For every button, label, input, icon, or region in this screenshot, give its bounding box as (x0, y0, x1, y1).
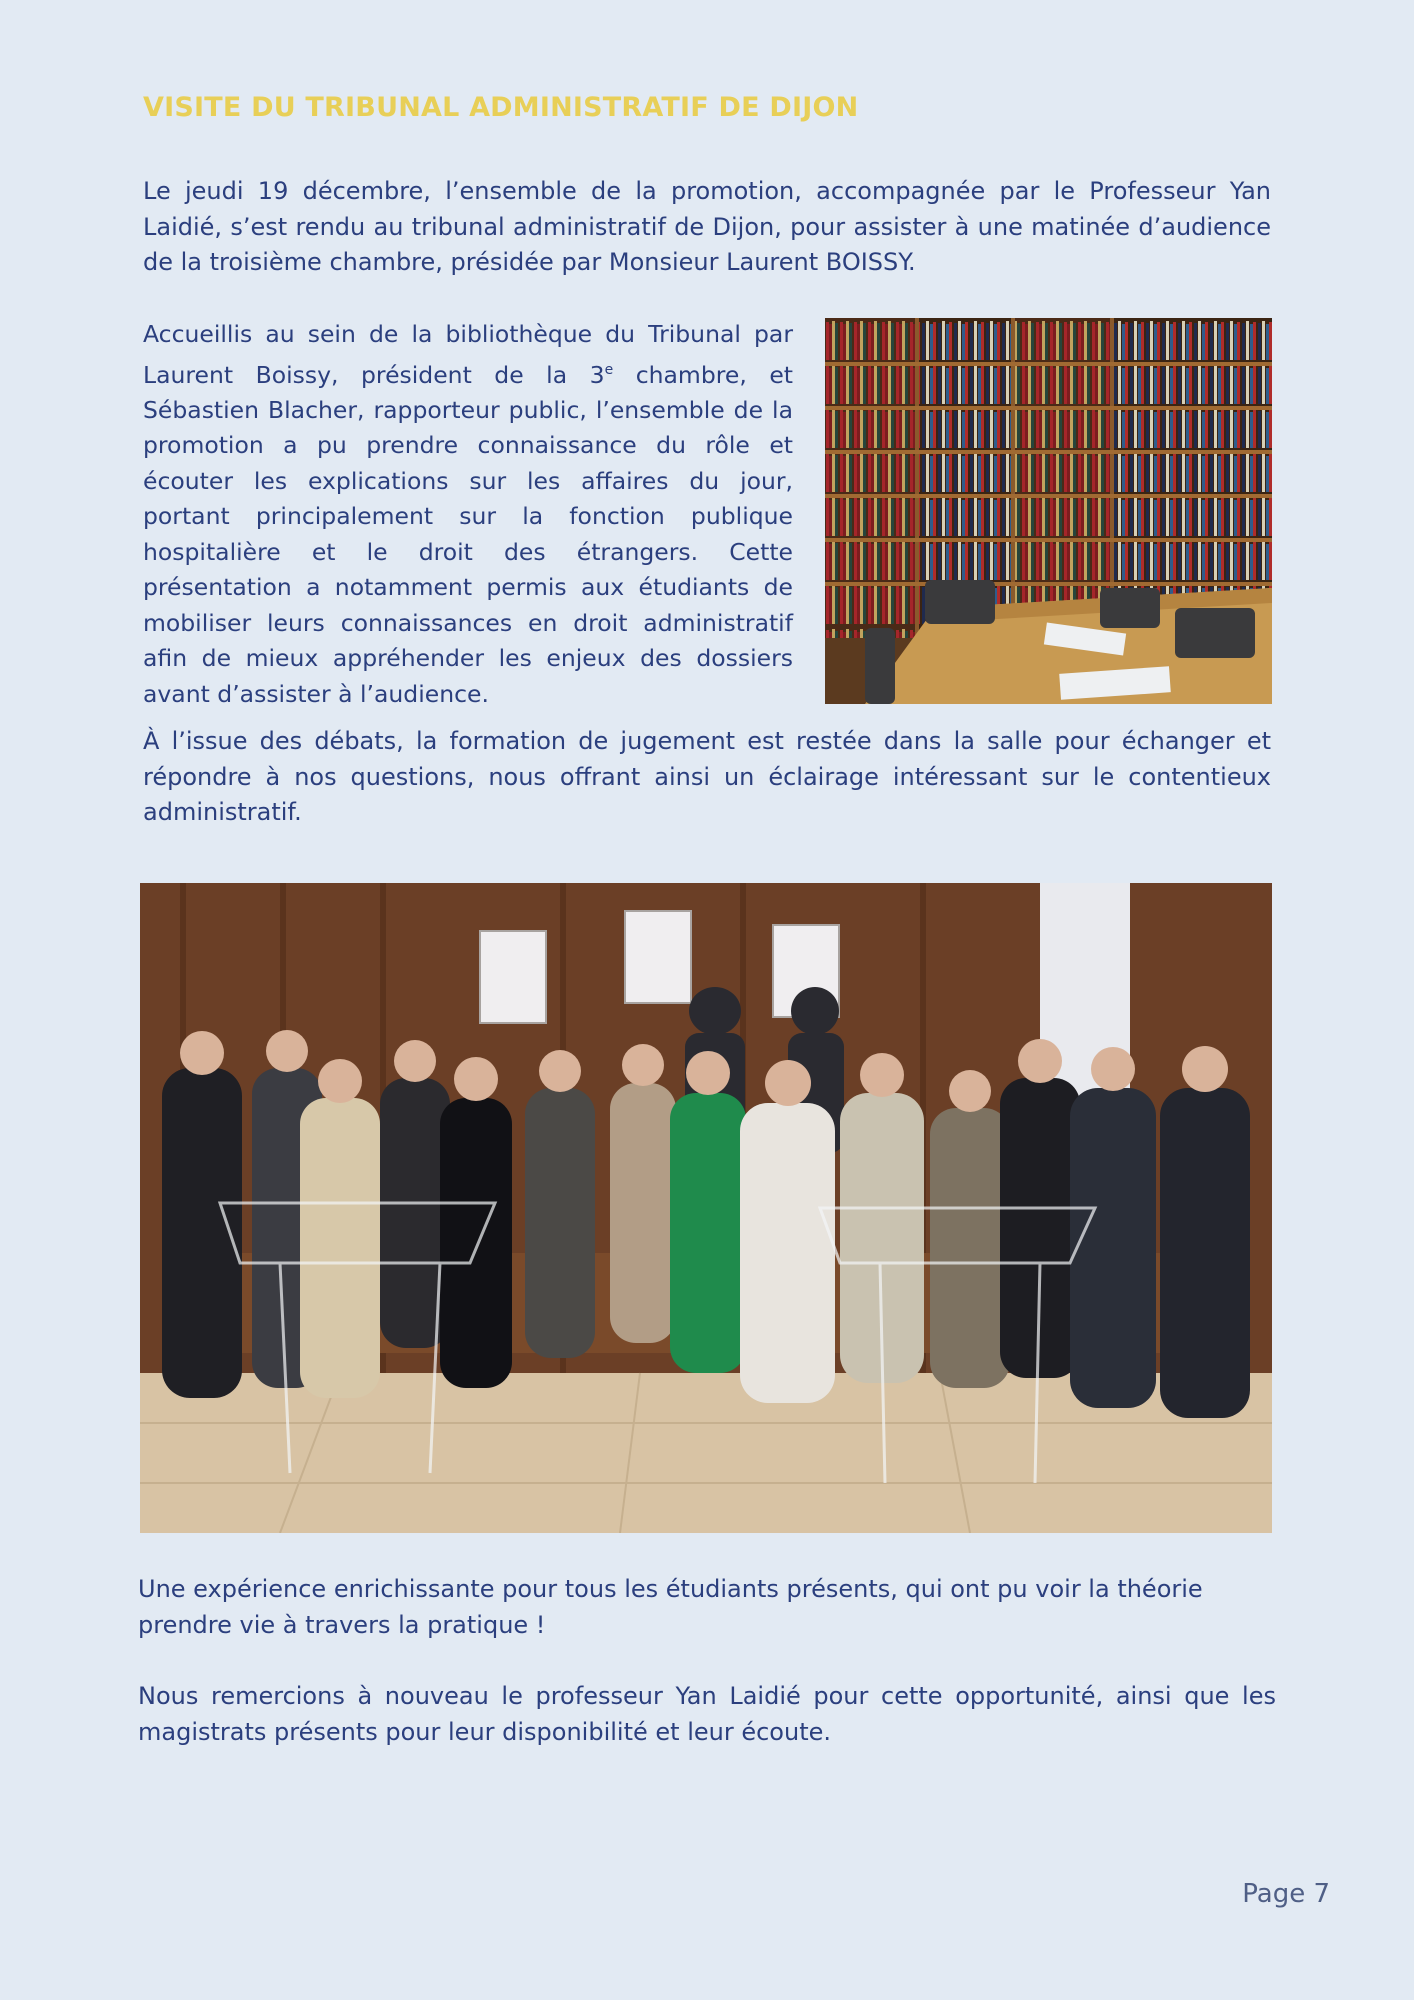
debates-paragraph: À l’issue des débats, la formation de jugement est restée dans la salle pour échanger et répondre à nos questions, nous offrant ainsi un éclairage intéressant sur le contentieux administratif. (143, 727, 1271, 826)
thanks-paragraph: Nous remercions à nouveau le professeur Yan Laidié pour cette opportunité, ainsi que les magistrats présents pour leur disponibilité et leur écoute. (138, 1682, 1276, 1746)
library-photo (825, 318, 1272, 704)
page-title: VISITE DU TRIBUNAL ADMINISTRATIF DE DIJON (143, 92, 859, 123)
library-text-start: Accueillis au sein de la bibliothèque du Tribunal par Laurent Boissy, président de la 3 (143, 320, 793, 389)
experience-paragraph: Une expérience enrichissante pour tous les étudiants présents, qui ont pu voir la théorie prendre vie à travers la pratique ! (138, 1575, 1203, 1639)
ordinal-superscript: e (604, 361, 614, 378)
intro-paragraph: Le jeudi 19 décembre, l’ensemble de la promotion, accompagnée par le Professeur Yan Laidié, s’est rendu au tribunal administratif de Dijon, pour assister à une matinée d’audience de la troisième chambre, présidée par Monsieur Laurent BOISSY. (143, 177, 1271, 276)
group-photo (140, 883, 1272, 1533)
library-paragraph (143, 317, 793, 712)
page-number: Page 7 (1242, 1879, 1330, 1909)
library-text-end: chambre, et Sébastien Blacher, rapporteur public, l’ensemble de la promotion a pu prendre connaissance du rôle et écouter les explications sur les affaires du jour, portant principalement sur la fonction publique hospitalière et le droit des étrangers. Cette présentation a notamment permis aux étudiants de mobiliser leurs connaissances en droit administratif afin de mieux appréhender les enjeux des dossiers avant d’assister à l’audience. (143, 360, 793, 708)
